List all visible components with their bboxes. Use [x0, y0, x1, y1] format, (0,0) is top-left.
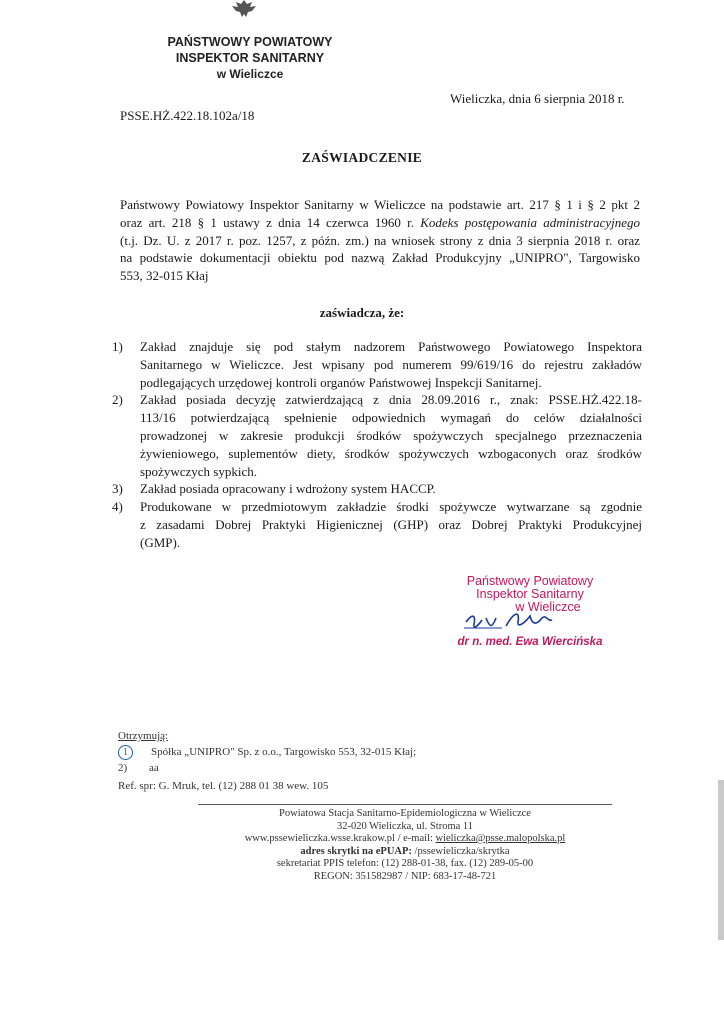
document-title: ZAŚWIADCZENIE	[301, 150, 423, 165]
eagle-emblem-icon	[226, 0, 262, 18]
footer-divider	[198, 804, 612, 805]
document-date: Wieliczka, dnia 6 sierpnia 2018 r.	[450, 91, 625, 106]
list-item: 2) Zakład posiada decyzję zatwierdzającą z dnia 28.09.2016 r., znak: PSSE.HŻ.422.18- 113/16 potwierdzającą spełnienie odpowiednich wymagań do celów działalności prowadzonej w zakresie produkcji środków spożywczych specjalnego przeznaczenia żywieniowego, suplementów diety, środków spożywczych wzbogaconych oraz środków spożywczych sypkich.	[112, 392, 642, 479]
recipients-label: Otrzymują:	[118, 730, 169, 742]
list-item-number: 3)	[112, 481, 123, 497]
issuer-line-1: PAŃSTWOWY POWIATOWY	[167, 35, 333, 49]
signatory-name: dr n. med. Ewa Wiercińska	[457, 636, 603, 648]
code-title: Kodeks postępowania administracyjnego	[420, 214, 640, 230]
list-item: 4) Produkowane w przedmiotowym zakładzie środki spożywcze wytwarzane są zgodnie z zasadami Dobrej Praktyki Higienicznej (GHP) oraz Dobrej Praktyki Produkcyjnej (GMP).	[112, 499, 642, 550]
intro-line: na podstawie dokumentacji obiektu pod nazwą Zakład Produkcyjny „UNIPRO", Targowisko	[120, 250, 640, 266]
intro-line: oraz art. 218 § 1 ustawy z dnia 14 czerwca 1960 r. Kodeks postępowania administracyjnego	[120, 214, 640, 230]
footer: Powiatowa Stacja Sanitarno-Epidemiologiczna w Wieliczce 32-020 Wieliczka, ul. Stroma 11 www.pssewieliczka.wsse.krakow.pl / e-mail: wieliczka@psse.malopolska.pl adres skrytki na ePUAP: /pssewieliczka/skrytka sekretariat PPIS telefon: (12) 288-01-38, fax. (12) 289-05-00 REGON: 351582987 / NIP: 683-17-48-721	[244, 808, 566, 882]
intro-line: (t.j. Dz. U. z 2017 r. poz. 1257, z późn. zm.) na wniosek strony z dnia 3 sierpnia 2018 r. oraz	[120, 232, 640, 248]
handwritten-signature	[462, 606, 582, 636]
case-officer-contact: Ref. spr: G. Mruk, tel. (12) 288 01 38 wew. 105	[118, 780, 329, 792]
list-item-number: 1)	[112, 339, 123, 354]
list-item-number: 2)	[112, 392, 123, 408]
intro-paragraph	[120, 196, 640, 285]
email-link[interactable]: wieliczka@psse.malopolska.pl	[435, 833, 566, 844]
reference-number: PSSE.HŻ.422.18.102a/18	[120, 108, 255, 123]
circled-number-icon: 1	[118, 745, 133, 760]
intro-line: 553, 32-015 Kłaj	[120, 268, 209, 284]
scan-edge-shadow	[718, 780, 724, 940]
recipient-row: 1 Spółka „UNIPRO" Sp. z o.o., Targowisko 553, 32-015 Kłaj;	[118, 744, 416, 760]
list-item: 1) Zakład znajduje się pod stałym nadzorem Państwowego Powiatowego Inspektora Sanitarnego w Wieliczce. Jest wpisany pod numerem 99/619/16 do rejestru zakładów podlegających urzędowej kontroli organów Państwowej Inspekcji Sanitarnej.	[112, 339, 642, 390]
certifies-heading: zaświadcza, że:	[319, 305, 405, 320]
recipients-block	[118, 728, 416, 776]
list-item-number: 4)	[112, 499, 123, 515]
list-item: 3) Zakład posiada opracowany i wdrożony system HACCP.	[112, 481, 436, 497]
issuer-line-2: INSPEKTOR SANITARNY	[175, 51, 325, 65]
issuer-line-3: w Wieliczce	[216, 67, 284, 81]
issuer-header	[140, 34, 360, 82]
certification-list	[112, 338, 642, 552]
intro-line: Państwowy Powiatowy Inspektor Sanitarny w Wieliczce na podstawie art. 217 § 1 i § 2 pkt 2	[120, 197, 640, 212]
recipient-row: 2) aa	[118, 762, 159, 774]
official-stamp: Państwowy Powiatowy Inspektor Sanitarny w Wieliczce dr n. med. Ewa Wiercińska	[430, 575, 630, 649]
